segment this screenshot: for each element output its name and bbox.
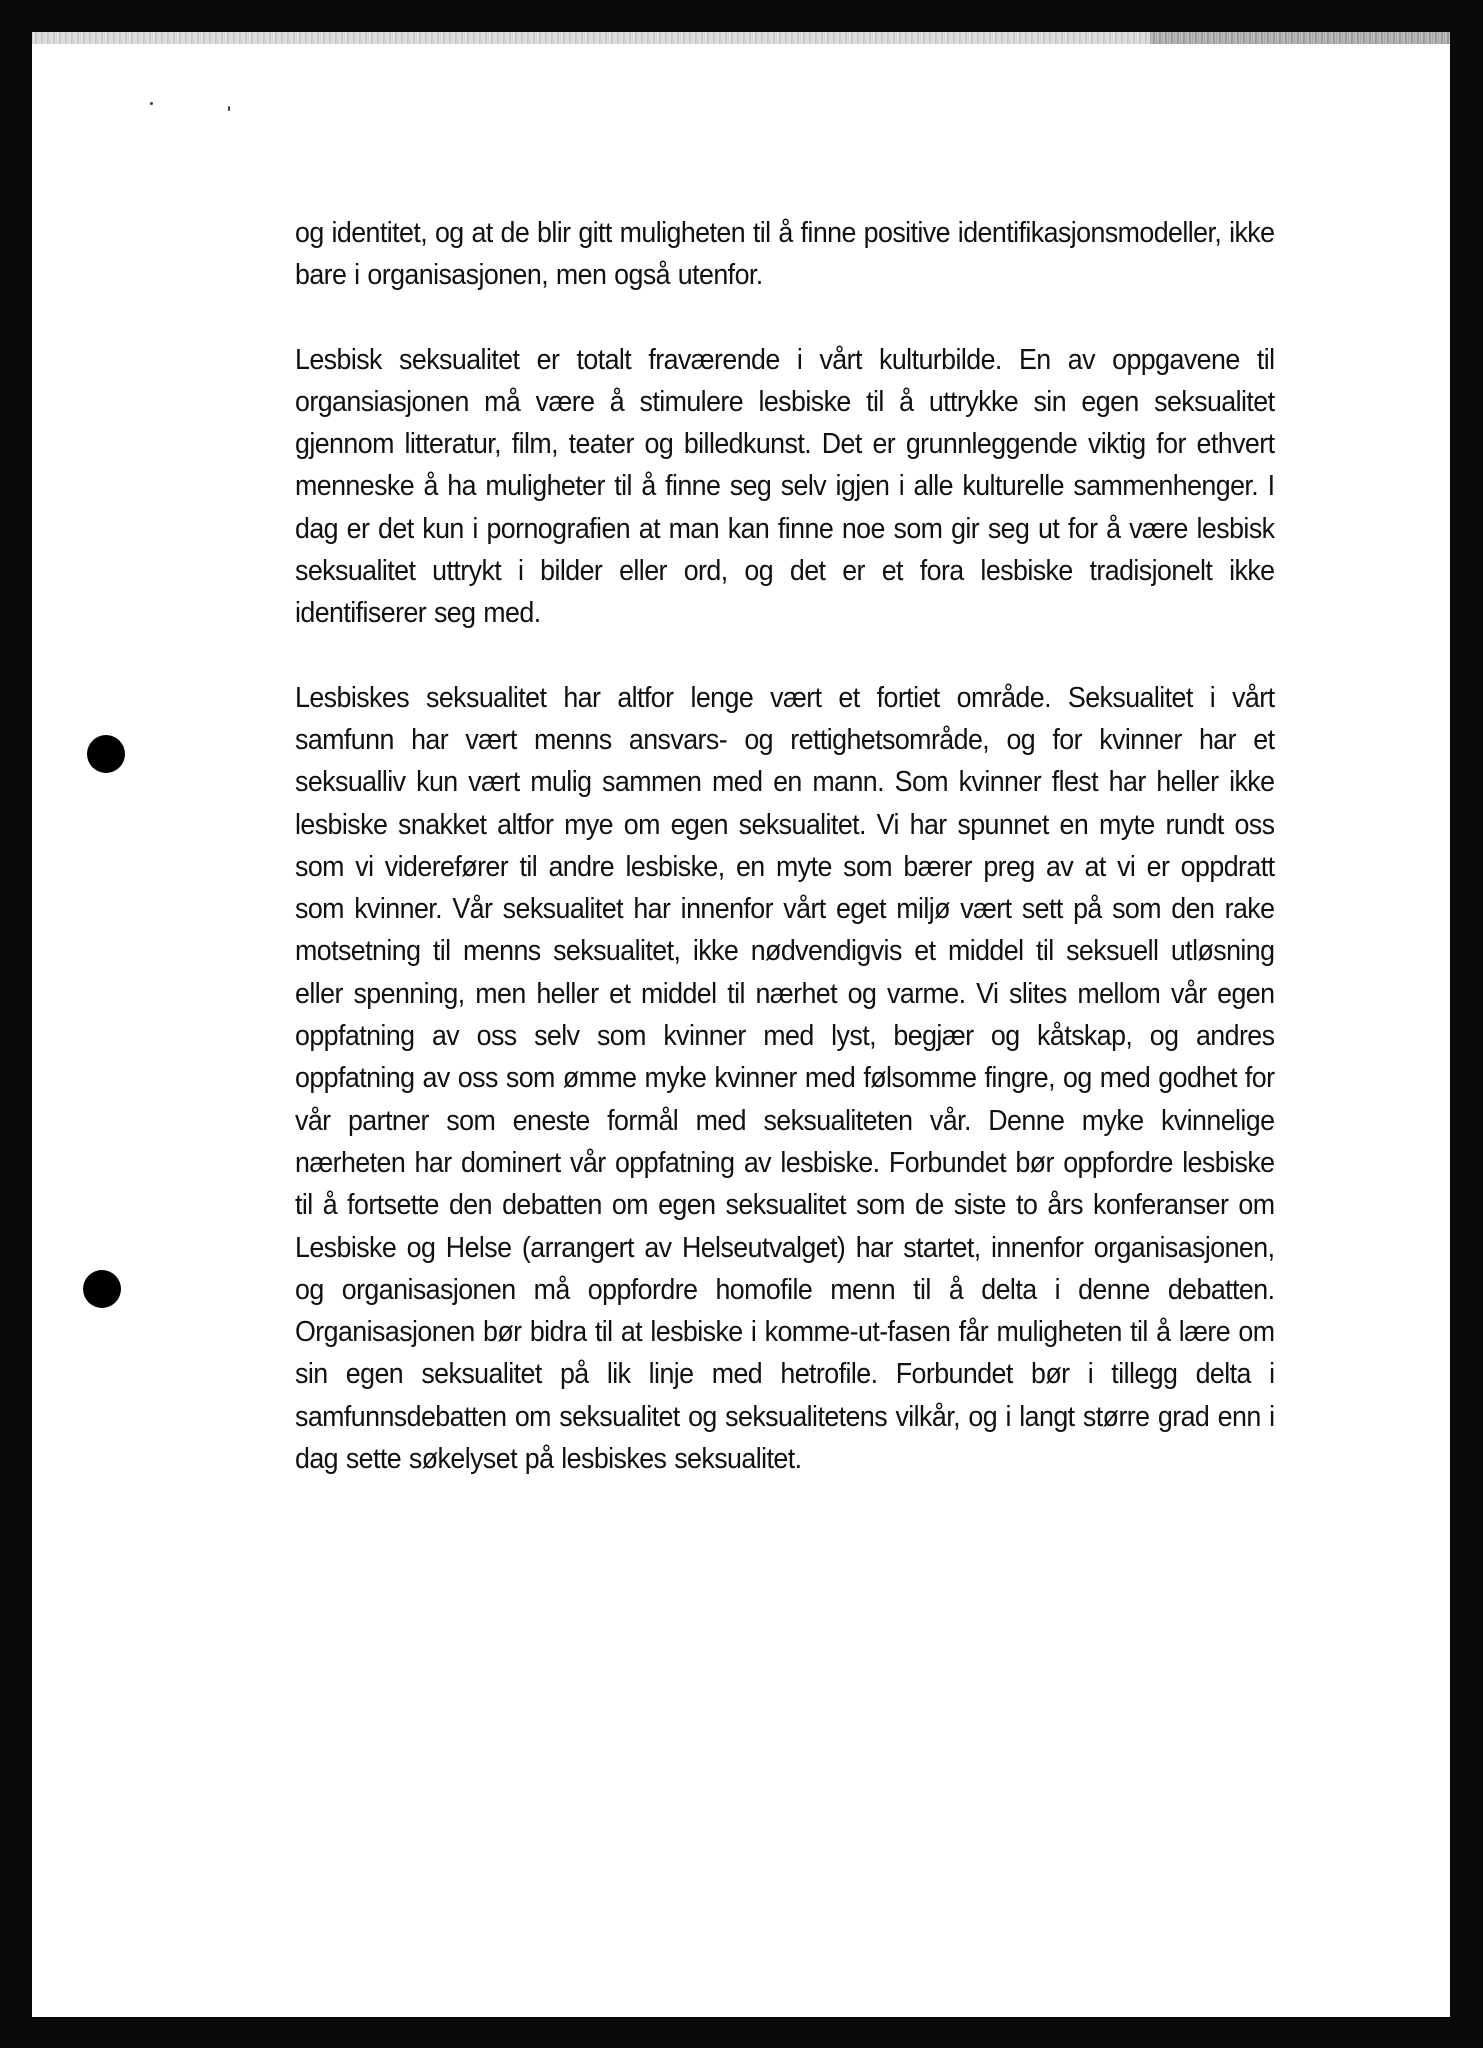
scan-speck [228, 106, 230, 111]
document-page [32, 32, 1450, 2017]
scan-top-edge [32, 32, 1450, 44]
paragraph-3: Lesbiskes seksualitet har altfor lenge vært et fortiet område. Seksualitet i vårt samfunn har vært menns ansvars- og rettighetsområde, og for kvinner har et seksualliv kun vært mulig sammen med en mann. Som kvinner flest har heller ikke lesbiske snakket altfor mye om egen seksualitet. Vi har spunnet en myte rundt oss som vi viderefører til andre lesbiske, en myte som bærer preg av at vi er oppdratt som kvinner. Vår seksualitet har innenfor vårt eget miljø vært sett på som den rake motsetning til menns seksualitet, ikke nødvendigvis et middel til seksuell utløsning eller spenning, men heller et middel til nærhet og varme. Vi slites mellom vår egen oppfatning av oss selv som kvinner med lyst, begjær og kåtskap, og andres oppfatning av oss som ømme myke kvinner med følsomme fingre, og med godhet for vår partner som eneste formål med seksualiteten vår. Denne myke kvinnelige nærheten har dominert vår oppfatning av lesbiske. Forbundet bør oppfordre lesbiske til å fortsette den debatten om egen seksualitet som de siste to års konferanser om Lesbiske og Helse (arrangert av Helseutvalget) har startet, innenfor organisasjonen, og organisasjonen må oppfordre homofile menn til å delta i denne debatten. Organisasjonen bør bidra til at lesbiske i komme-ut-fasen får muligheten til å lære om sin egen seksualitet på lik linje med hetrofile. Forbundet bør i tillegg delta i samfunnsdebatten om seksualitet og seksualitetens vilkår, og i langt større grad enn i dag sette søkelyset på lesbiskes seksualitet. [295, 681, 1275, 1476]
body-text [295, 212, 1275, 1522]
paragraph-1: og identitet, og at de blir gitt muligheten til å finne positive identifikasjonsmodeller, ikke bare i organisasjonen, men også utenfor. [295, 217, 1275, 292]
paragraph-2: Lesbisk seksualitet er totalt fraværende i vårt kulturbilde. En av oppgavene til organsiasjonen må være å stimulere lesbiske til å uttrykke sin egen seksualitet gjennom litteratur, film, teater og billedkunst. Det er grunnleggende viktig for ethvert menneske å ha muligheter til å finne seg selv igjen i alle kulturelle sammenhenger. I dag er det kun i pornografien at man kan finne noe som gir seg ut for å være lesbisk seksualitet uttrykt i bilder eller ord, og det er et fora lesbiske tradisjonelt ikke identifiserer seg med. [295, 343, 1275, 630]
punch-hole-upper [87, 735, 125, 773]
punch-hole-lower [83, 1270, 121, 1308]
scan-speck [150, 102, 153, 105]
